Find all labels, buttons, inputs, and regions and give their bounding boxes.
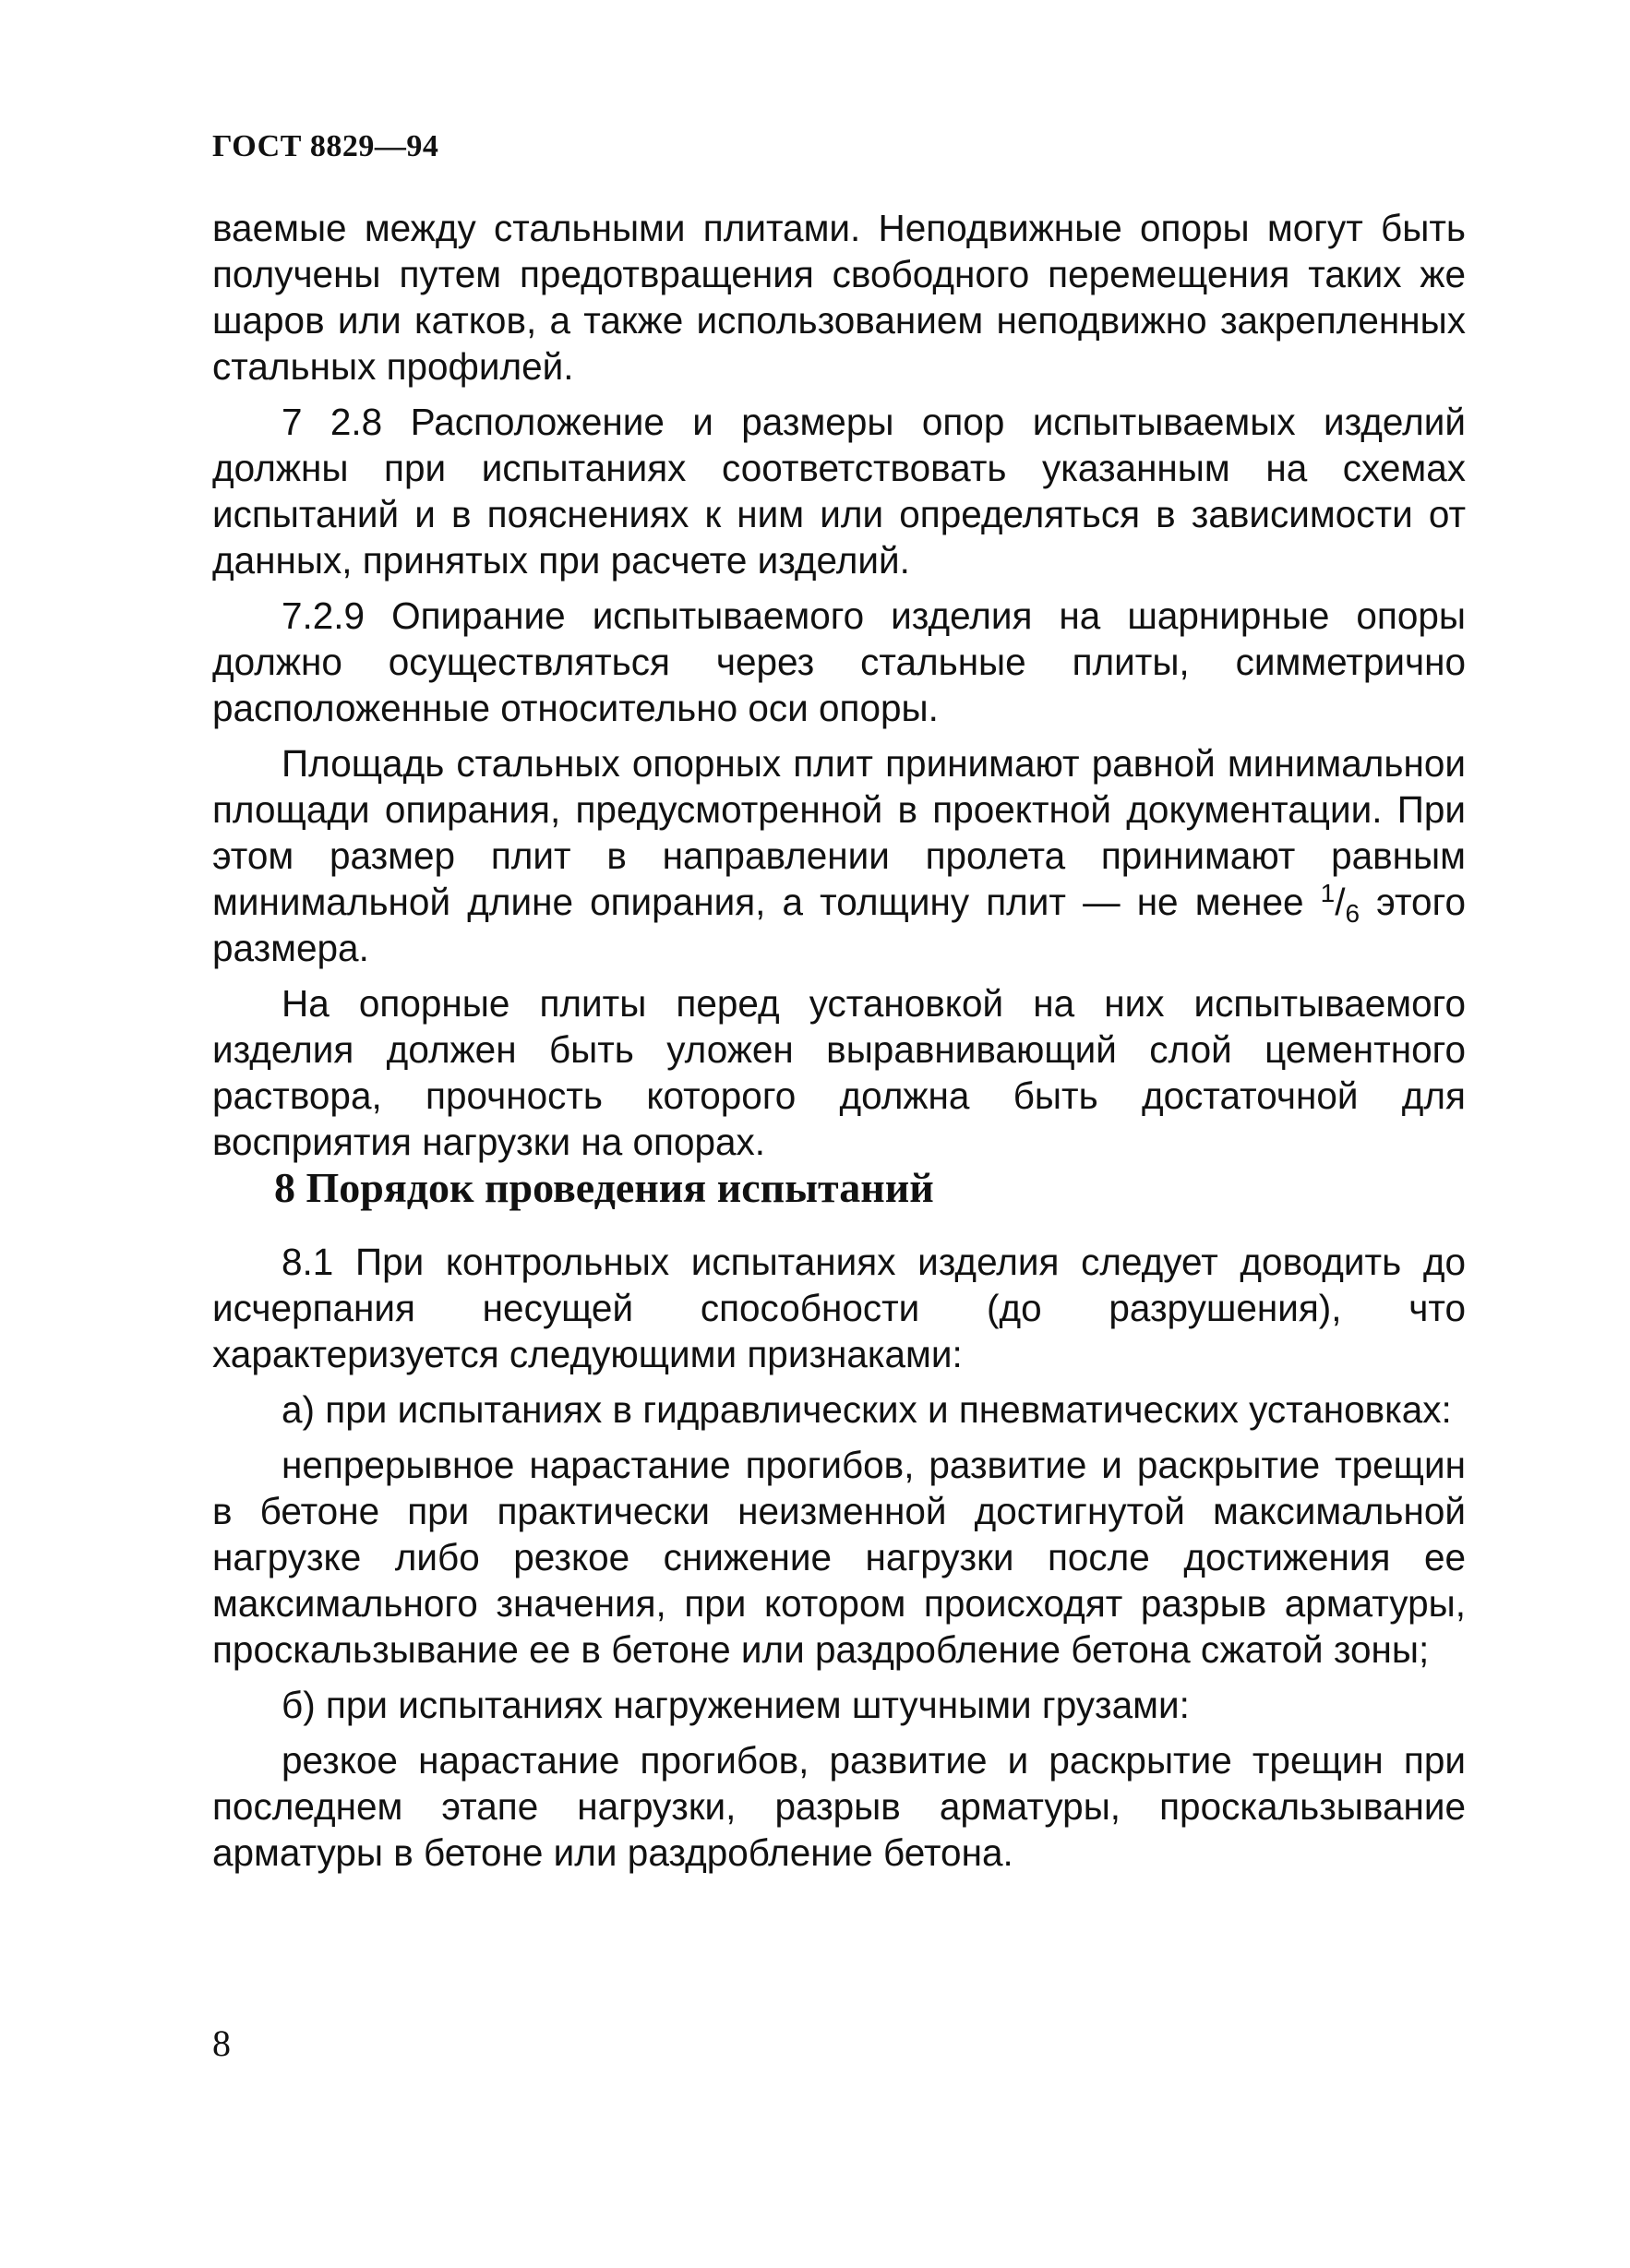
page-number: 8 <box>212 2022 231 2064</box>
criteria-a-text: непрерывное нарастание прогибов, развитие и раскрытие трещин в бетоне при практически неизменной достигнутой максимальной нагрузке либо резкое снижение нагрузки после достижения ее максимального значения, при котором происходят разрыв арматуры, проскальзывание ее в бетоне или раздробление бетона сжатой зоны; <box>212 1444 1466 1671</box>
paragraph-8-1: 8.1 При контрольных испытаниях изделия следует доводить до исчерпания несущей способности (до разрушения), что характеризуется следующими признаками: <box>212 1241 1466 1375</box>
fraction-slash: / <box>1335 881 1346 923</box>
fraction-numerator: 1 <box>1320 879 1336 907</box>
list-item-a: а) при испытаниях в гидравлических и пневматических установках: <box>282 1388 1452 1431</box>
criteria-b-text: резкое нарастание прогибов, развитие и раскрытие трещин при последнем этапе нагрузки, разрыв арматуры, проскальзывание арматуры в бетоне или раздробление бетона. <box>212 1739 1466 1874</box>
paragraph-7-2-8: 7 2.8 Расположение и размеры опор испытываемых изделий должны при испытаниях соответствовать указанным на схемах испытаний и в пояснениях к ним или определяться в зависимости от данных, принятых при расчете изделий. <box>212 401 1466 582</box>
list-item-b: б) при испытаниях нагружением штучными грузами: <box>282 1684 1190 1726</box>
paragraph-7-2-9: 7.2.9 Опирание испытываемого изделия на шарнирные опоры должно осуществляться через стальные плиты, симметрично расположенные относительно оси опоры. <box>212 594 1466 729</box>
paragraph-plate-area <box>212 740 1466 971</box>
document-code-header: ГОСТ 8829—94 <box>212 129 439 163</box>
section-heading-8: 8 Порядок проведения испытаний <box>274 1164 934 1211</box>
fraction-denominator: 6 <box>1345 899 1360 928</box>
text-block-supports <box>212 205 1466 1174</box>
plate-area-tail: этого размера. <box>212 881 1466 969</box>
paragraph-leveling-layer: На опорные плиты перед установкой на них испытываемого изделия должен быть уложен выравнивающий слой цементного раствора, прочность которого должна быть достаточной для восприятия нагрузки на опорах. <box>212 982 1466 1163</box>
text-block-testing-procedure <box>212 1239 1466 1885</box>
plate-area-text: Площадь стальных опорных плит принимают равной минимальнои площади опирания, предусмотренной в проектной документации. При этом размер плит в направлении пролета принимают равным минимальной длине опирания, а толщину плит — не менее <box>212 742 1466 923</box>
paragraph-continuation: ваемые между стальными плитами. Неподвижные опоры могут быть получены путем предотвращения свободного перемещения таких же шаров или катков, а также использованием неподвижно закрепленных стальных профилей. <box>212 207 1466 388</box>
fraction-one-sixth <box>1320 879 1360 928</box>
